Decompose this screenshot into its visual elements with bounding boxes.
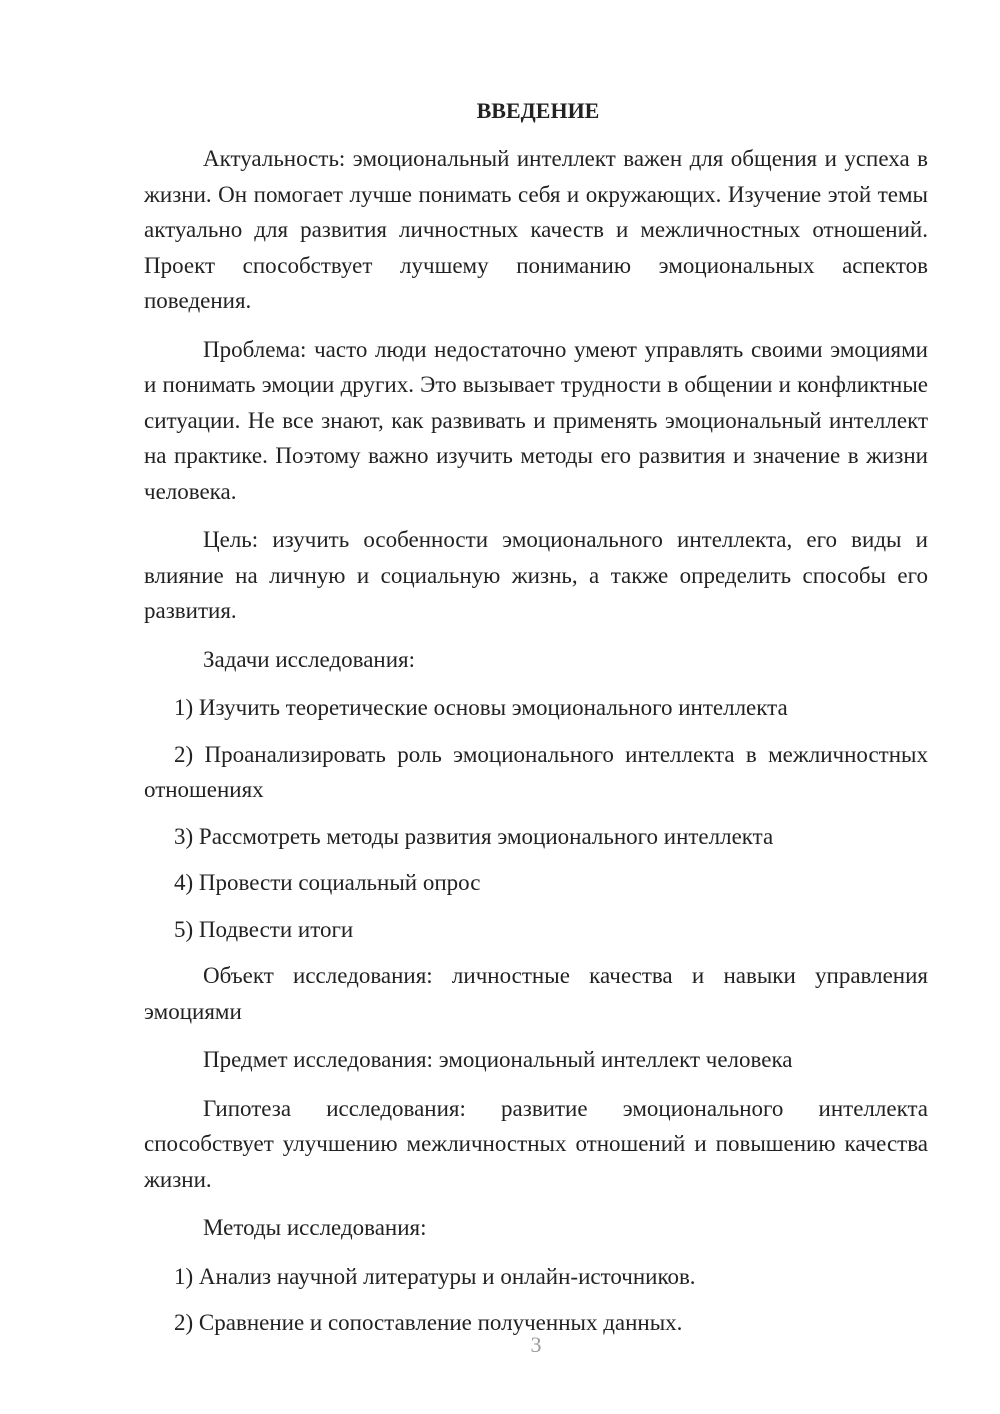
problem-paragraph: Проблема: часто люди недостаточно умеют управлять своими эмоциями и понимать эмоции других. Это вызывает трудности в общении и конфликтные ситуации. Не все знают, как развивать и применять эмоциональный интеллект на практике. Поэтому важно изучить методы его развития и значение в жизни человека. bbox=[144, 336, 928, 504]
relevance-paragraph: Актуальность: эмоциональный интеллект важен для общения и успеха в жизни. Он помогает лучше понимать себя и окружающих. Изучение этой темы актуально для развития личностных качеств и межличностных отношений. Проект способствует лучшему пониманию эмоциональных аспектов поведения. bbox=[144, 146, 928, 313]
subject-paragraph: Предмет исследования: эмоциональный интеллект человека bbox=[203, 1047, 793, 1072]
hypothesis-paragraph: Гипотеза исследования: развитие эмоционального интеллекта способствует улучшению межличностных отношений и повышению качества жизни. bbox=[144, 1095, 928, 1192]
methods-title: Методы исследования: bbox=[203, 1215, 427, 1240]
task-item-1: 1) Изучить теоретические основы эмоционального интеллекта bbox=[174, 695, 788, 720]
method-item-1: 1) Анализ научной литературы и онлайн-источников. bbox=[174, 1263, 696, 1289]
section-heading: ВВЕДЕНИЕ bbox=[476, 98, 600, 123]
task-item-2: 2) Проанализировать роль эмоционального интеллекта в межличностных отношениях bbox=[144, 741, 928, 802]
task-item-4: 4) Провести социальный опрос bbox=[174, 870, 481, 895]
tasks-title: Задачи исследования: bbox=[203, 646, 416, 672]
page-number: 3 bbox=[530, 1332, 542, 1357]
method-item-2: 2) Сравнение и сопоставление полученных данных. bbox=[174, 1310, 683, 1335]
task-item-3: 3) Рассмотреть методы развития эмоционального интеллекта bbox=[174, 823, 774, 849]
object-paragraph: Объект исследования: личностные качества и навыки управления эмоциями bbox=[144, 963, 928, 1024]
task-item-5: 5) Подвести итоги bbox=[174, 916, 354, 942]
page-content bbox=[144, 94, 928, 1352]
goal-paragraph: Цель: изучить особенности эмоционального интеллекта, его виды и влияние на личную и социальную жизнь, а также определить способы его развития. bbox=[144, 527, 928, 623]
